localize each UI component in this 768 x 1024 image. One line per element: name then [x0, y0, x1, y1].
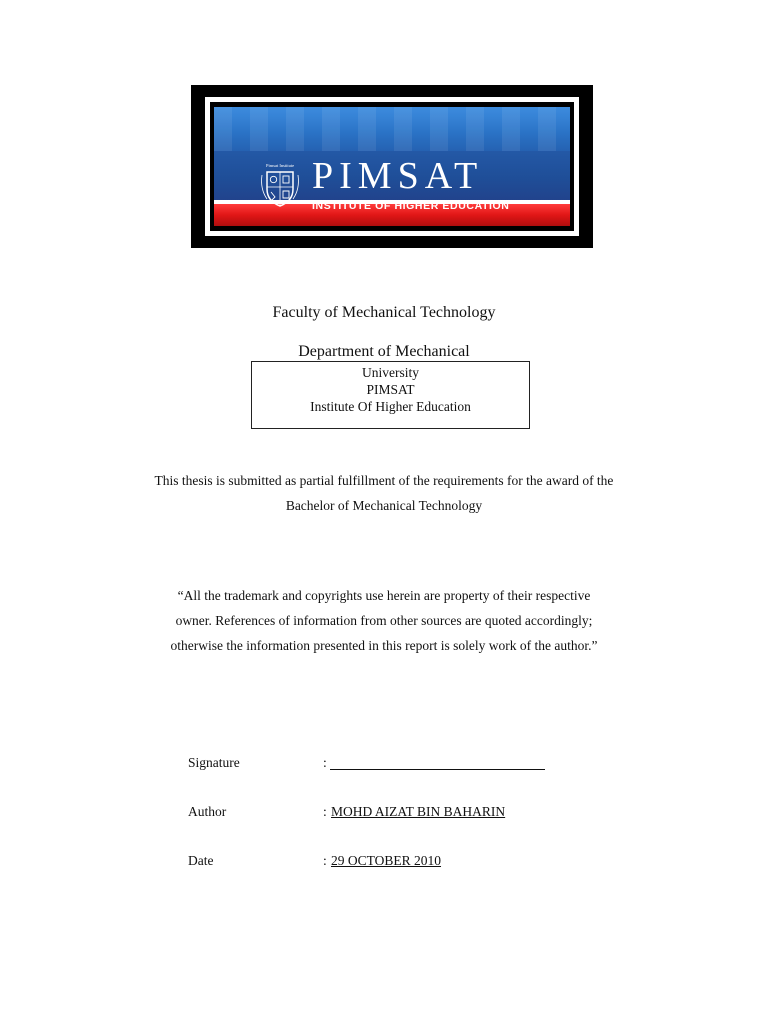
institution-name: PIMSAT: [366, 382, 415, 397]
crest-text: Pimsat Institute: [265, 163, 295, 168]
university-line: University: [362, 365, 419, 380]
signature-colon: :: [323, 755, 327, 770]
institution-subtitle: Institute Of Higher Education: [310, 399, 471, 414]
signature-line: [330, 769, 545, 770]
date-label: Date: [188, 853, 214, 868]
logo-wordmark: PIMSAT: [312, 155, 484, 197]
disclaimer-line: otherwise the information presented in this report is solely work of the author.”: [170, 638, 598, 653]
logo-subtitle: INSTITUTE OF HIGHER EDUCATION: [312, 200, 510, 212]
university-box: [251, 361, 530, 429]
signature-label: Signature: [188, 755, 240, 770]
pimsat-logo: [191, 85, 593, 248]
author-colon: :: [323, 804, 327, 819]
crest-icon: [258, 161, 302, 209]
disclaimer-line: “All the trademark and copyrights use herein are property of their respective: [177, 588, 591, 603]
disclaimer-quote: [0, 583, 768, 658]
author-value: MOHD AIZAT BIN BAHARIN: [331, 804, 506, 819]
disclaimer-line: owner. References of information from other sources are quoted accordingly;: [175, 613, 593, 628]
thesis-statement: This thesis is submitted as partial fulfillment of the requirements for the award of the: [154, 473, 614, 488]
faculty-heading: Faculty of Mechanical Technology: [272, 304, 496, 321]
author-label: Author: [188, 804, 227, 819]
department-heading: Department of Mechanical: [298, 343, 470, 360]
date-colon: :: [323, 853, 327, 868]
date-value: 29 OCTOBER 2010: [331, 853, 442, 868]
degree-name: Bachelor of Mechanical Technology: [285, 498, 483, 513]
